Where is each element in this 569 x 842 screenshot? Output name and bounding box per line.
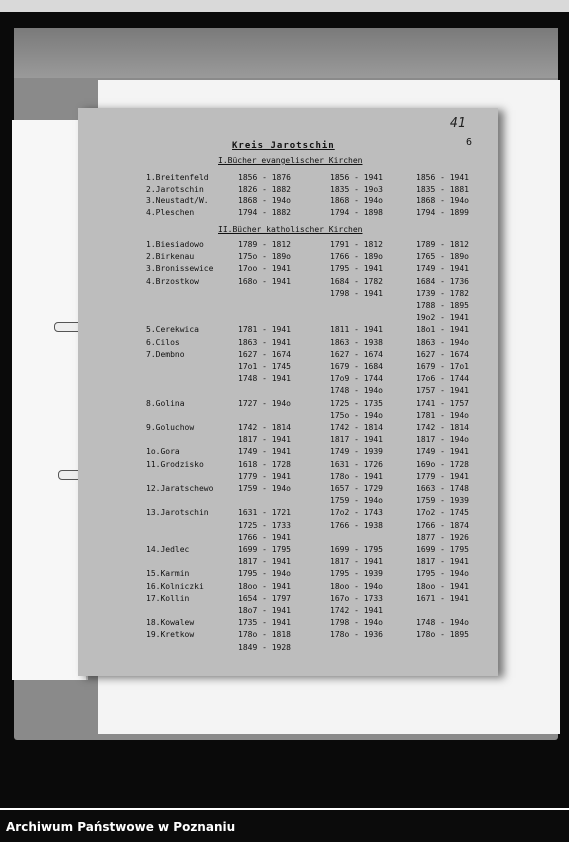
scanner-top-edge — [0, 0, 569, 12]
date-range: 1742 - 1814 — [416, 423, 469, 432]
date-range: 1868 - 194o — [416, 196, 469, 205]
date-range: 1699 - 1795 — [238, 545, 291, 554]
date-range: 175o - 189o — [238, 252, 291, 262]
page-number: 6 — [466, 137, 473, 148]
date-range: 1627 - 1674 — [330, 349, 383, 359]
parish-name: 7.Dembno — [146, 349, 185, 359]
date-range: 175o - 194o — [330, 410, 383, 420]
parish-name: 3.Bronissewice — [146, 264, 214, 274]
date-range: 18oo - 1941 — [416, 581, 469, 591]
date-range: 1748 - 194o — [416, 618, 469, 628]
date-range: 1817 - 1941 — [330, 435, 383, 445]
parish-name: 19.Kretkow — [146, 630, 195, 640]
date-range: 178o - 1895 — [416, 630, 469, 640]
date-range: 169o - 1728 — [416, 459, 469, 469]
date-range: 1817 - 1941 — [416, 557, 469, 567]
date-range: 18oo - 1941 — [238, 581, 291, 591]
binding-strip — [12, 120, 88, 680]
date-range: 1727 - 194o — [238, 398, 291, 408]
date-range: 18o7 - 1941 — [238, 606, 291, 615]
document-title: Kreis Jarotschin — [232, 141, 335, 151]
date-range: 1817 - 1941 — [238, 557, 291, 567]
archive-label: Archiwum Państwowe w Poznaniu — [6, 820, 236, 834]
date-range: 1835 - 19o3 — [330, 184, 383, 194]
date-range: 178o - 1941 — [330, 471, 383, 481]
date-range: 1856 - 1876 — [238, 173, 291, 182]
date-range: 17o9 - 1744 — [330, 374, 383, 384]
date-range: 1631 - 1726 — [330, 459, 383, 469]
date-range: 1795 - 1939 — [330, 569, 383, 579]
date-range: 17o2 - 1743 — [330, 508, 383, 518]
date-range: 1789 - 1812 — [416, 240, 469, 249]
parish-name: 2.Jarotschin — [146, 184, 204, 194]
date-range: 1735 - 1941 — [238, 618, 291, 628]
date-range: 1749 - 1941 — [238, 447, 291, 457]
date-range: 1779 - 1941 — [238, 471, 291, 481]
date-range: 1654 - 1797 — [238, 593, 291, 603]
date-range: 1817 - 1941 — [238, 435, 291, 445]
parish-name: 11.Grodzisko — [146, 459, 204, 469]
date-range: 1811 - 1941 — [330, 325, 383, 335]
parish-name: 8.Golina — [146, 398, 185, 408]
date-range: 1826 - 1882 — [238, 184, 291, 194]
parish-name: 5.Cerekwica — [146, 325, 199, 335]
date-range: 1699 - 1795 — [330, 545, 383, 554]
date-range: 1795 - 1941 — [330, 264, 383, 274]
date-range: 17o6 - 1744 — [416, 374, 469, 384]
date-range: 1663 - 1748 — [416, 484, 469, 493]
date-range: 1742 - 1814 — [330, 423, 383, 432]
parish-name: 9.Goluchow — [146, 423, 195, 432]
date-range: 1856 - 1941 — [416, 173, 469, 182]
date-range: 1627 - 1674 — [416, 349, 469, 359]
date-range: 1679 - 17o1 — [416, 362, 469, 371]
date-range: 1863 - 194o — [416, 337, 469, 347]
date-range: 1877 - 1926 — [416, 532, 469, 542]
date-range: 1618 - 1728 — [238, 459, 291, 469]
date-range: 1863 - 1938 — [330, 337, 383, 347]
handwritten-mark: 41 — [450, 116, 466, 131]
date-range: 1679 - 1684 — [330, 362, 383, 371]
date-range: 1781 - 1941 — [238, 325, 291, 335]
date-range: 178o - 1936 — [330, 630, 383, 640]
date-range: 1849 - 1928 — [238, 642, 291, 652]
date-range: 1794 - 1882 — [238, 207, 291, 217]
date-range: 1749 - 1941 — [416, 264, 469, 274]
date-range: 178o - 1818 — [238, 630, 291, 640]
date-range: 1627 - 1674 — [238, 349, 291, 359]
section-1-heading: I.Bücher evangelischer Kirchen — [218, 156, 363, 165]
parish-name: 13.Jarotschin — [146, 508, 209, 518]
date-range: 1795 - 194o — [416, 569, 469, 579]
date-range: 1725 - 1735 — [330, 398, 383, 408]
parish-name: 1o.Gora — [146, 447, 180, 457]
date-range: 1684 - 1782 — [330, 276, 383, 286]
date-range: 1657 - 1729 — [330, 484, 383, 493]
parish-name: 15.Karmin — [146, 569, 190, 579]
parish-name: 4.Brzostkow — [146, 276, 199, 286]
date-range: 1748 - 194o — [330, 386, 383, 396]
date-range: 1757 - 1941 — [416, 386, 469, 396]
parish-name: 14.Jedlec — [146, 545, 190, 554]
date-range: 1789 - 1812 — [238, 240, 291, 249]
parish-name: 17.Kollin — [146, 593, 190, 603]
date-range: 1766 - 1874 — [416, 520, 469, 530]
date-range: 1817 - 194o — [416, 435, 469, 445]
parish-name: 2.Birkenau — [146, 252, 195, 262]
date-range: 1794 - 1899 — [416, 207, 469, 217]
parish-name: 6.Cilos — [146, 337, 180, 347]
date-range: 17o1 - 1745 — [238, 362, 291, 371]
date-range: 1766 - 189o — [330, 252, 383, 262]
date-range: 167o - 1733 — [330, 593, 383, 603]
parish-name: 1.Breitenfeld — [146, 173, 209, 182]
date-range: 1749 - 1941 — [416, 447, 469, 457]
date-range: 1817 - 1941 — [330, 557, 383, 567]
date-range: 1766 - 1941 — [238, 532, 291, 542]
date-range: 1798 - 1941 — [330, 288, 383, 298]
date-range: 1856 - 1941 — [330, 173, 383, 182]
date-range: 1863 - 1941 — [238, 337, 291, 347]
date-range: 1791 - 1812 — [330, 240, 383, 249]
date-range: 1835 - 1881 — [416, 184, 469, 194]
date-range: 17o2 - 1745 — [416, 508, 469, 518]
folder-top-edge — [14, 28, 558, 78]
parish-name: 12.Jaratschewo — [146, 484, 214, 493]
date-range: 1741 - 1757 — [416, 398, 469, 408]
date-range: 1779 - 1941 — [416, 471, 469, 481]
parish-name: 18.Kowalew — [146, 618, 195, 628]
date-range: 1868 - 194o — [238, 196, 291, 205]
date-range: 1795 - 194o — [238, 569, 291, 579]
parish-name: 3.Neustadt/W. — [146, 196, 209, 205]
date-range: 1759 - 194o — [238, 484, 291, 493]
date-range: 1794 - 1898 — [330, 207, 383, 217]
date-range: 1725 - 1733 — [238, 520, 291, 530]
date-range: 1742 - 1941 — [330, 606, 383, 615]
parish-name: 4.Pleschen — [146, 207, 195, 217]
date-range: 1868 - 194o — [330, 196, 383, 205]
date-range: 1788 - 1895 — [416, 301, 469, 310]
date-range: 1759 - 1939 — [416, 496, 469, 506]
date-range: 18o1 - 1941 — [416, 325, 469, 335]
section-2-heading: II.Bücher katholischer Kirchen — [218, 225, 363, 234]
date-range: 1765 - 189o — [416, 252, 469, 262]
footer-bar — [0, 808, 569, 842]
date-range: 1671 - 1941 — [416, 593, 469, 603]
parish-name: 16.Kolniczki — [146, 581, 204, 591]
date-range: 1798 - 194o — [330, 618, 383, 628]
parish-name: 1.Biesiadowo — [146, 240, 204, 249]
date-range: 1781 - 194o — [416, 410, 469, 420]
date-range: 1699 - 1795 — [416, 545, 469, 554]
date-range: 1759 - 194o — [330, 496, 383, 506]
date-range: 1684 - 1736 — [416, 276, 469, 286]
date-range: 1766 - 1938 — [330, 520, 383, 530]
date-range: 17oo - 1941 — [238, 264, 291, 274]
date-range: 1749 - 1939 — [330, 447, 383, 457]
date-range: 1748 - 1941 — [238, 374, 291, 384]
date-range: 1739 - 1782 — [416, 288, 469, 298]
date-range: 18oo - 194o — [330, 581, 383, 591]
date-range: 168o - 1941 — [238, 276, 291, 286]
date-range: 1631 - 1721 — [238, 508, 291, 518]
date-range: 19o2 - 1941 — [416, 313, 469, 323]
date-range: 1742 - 1814 — [238, 423, 291, 432]
